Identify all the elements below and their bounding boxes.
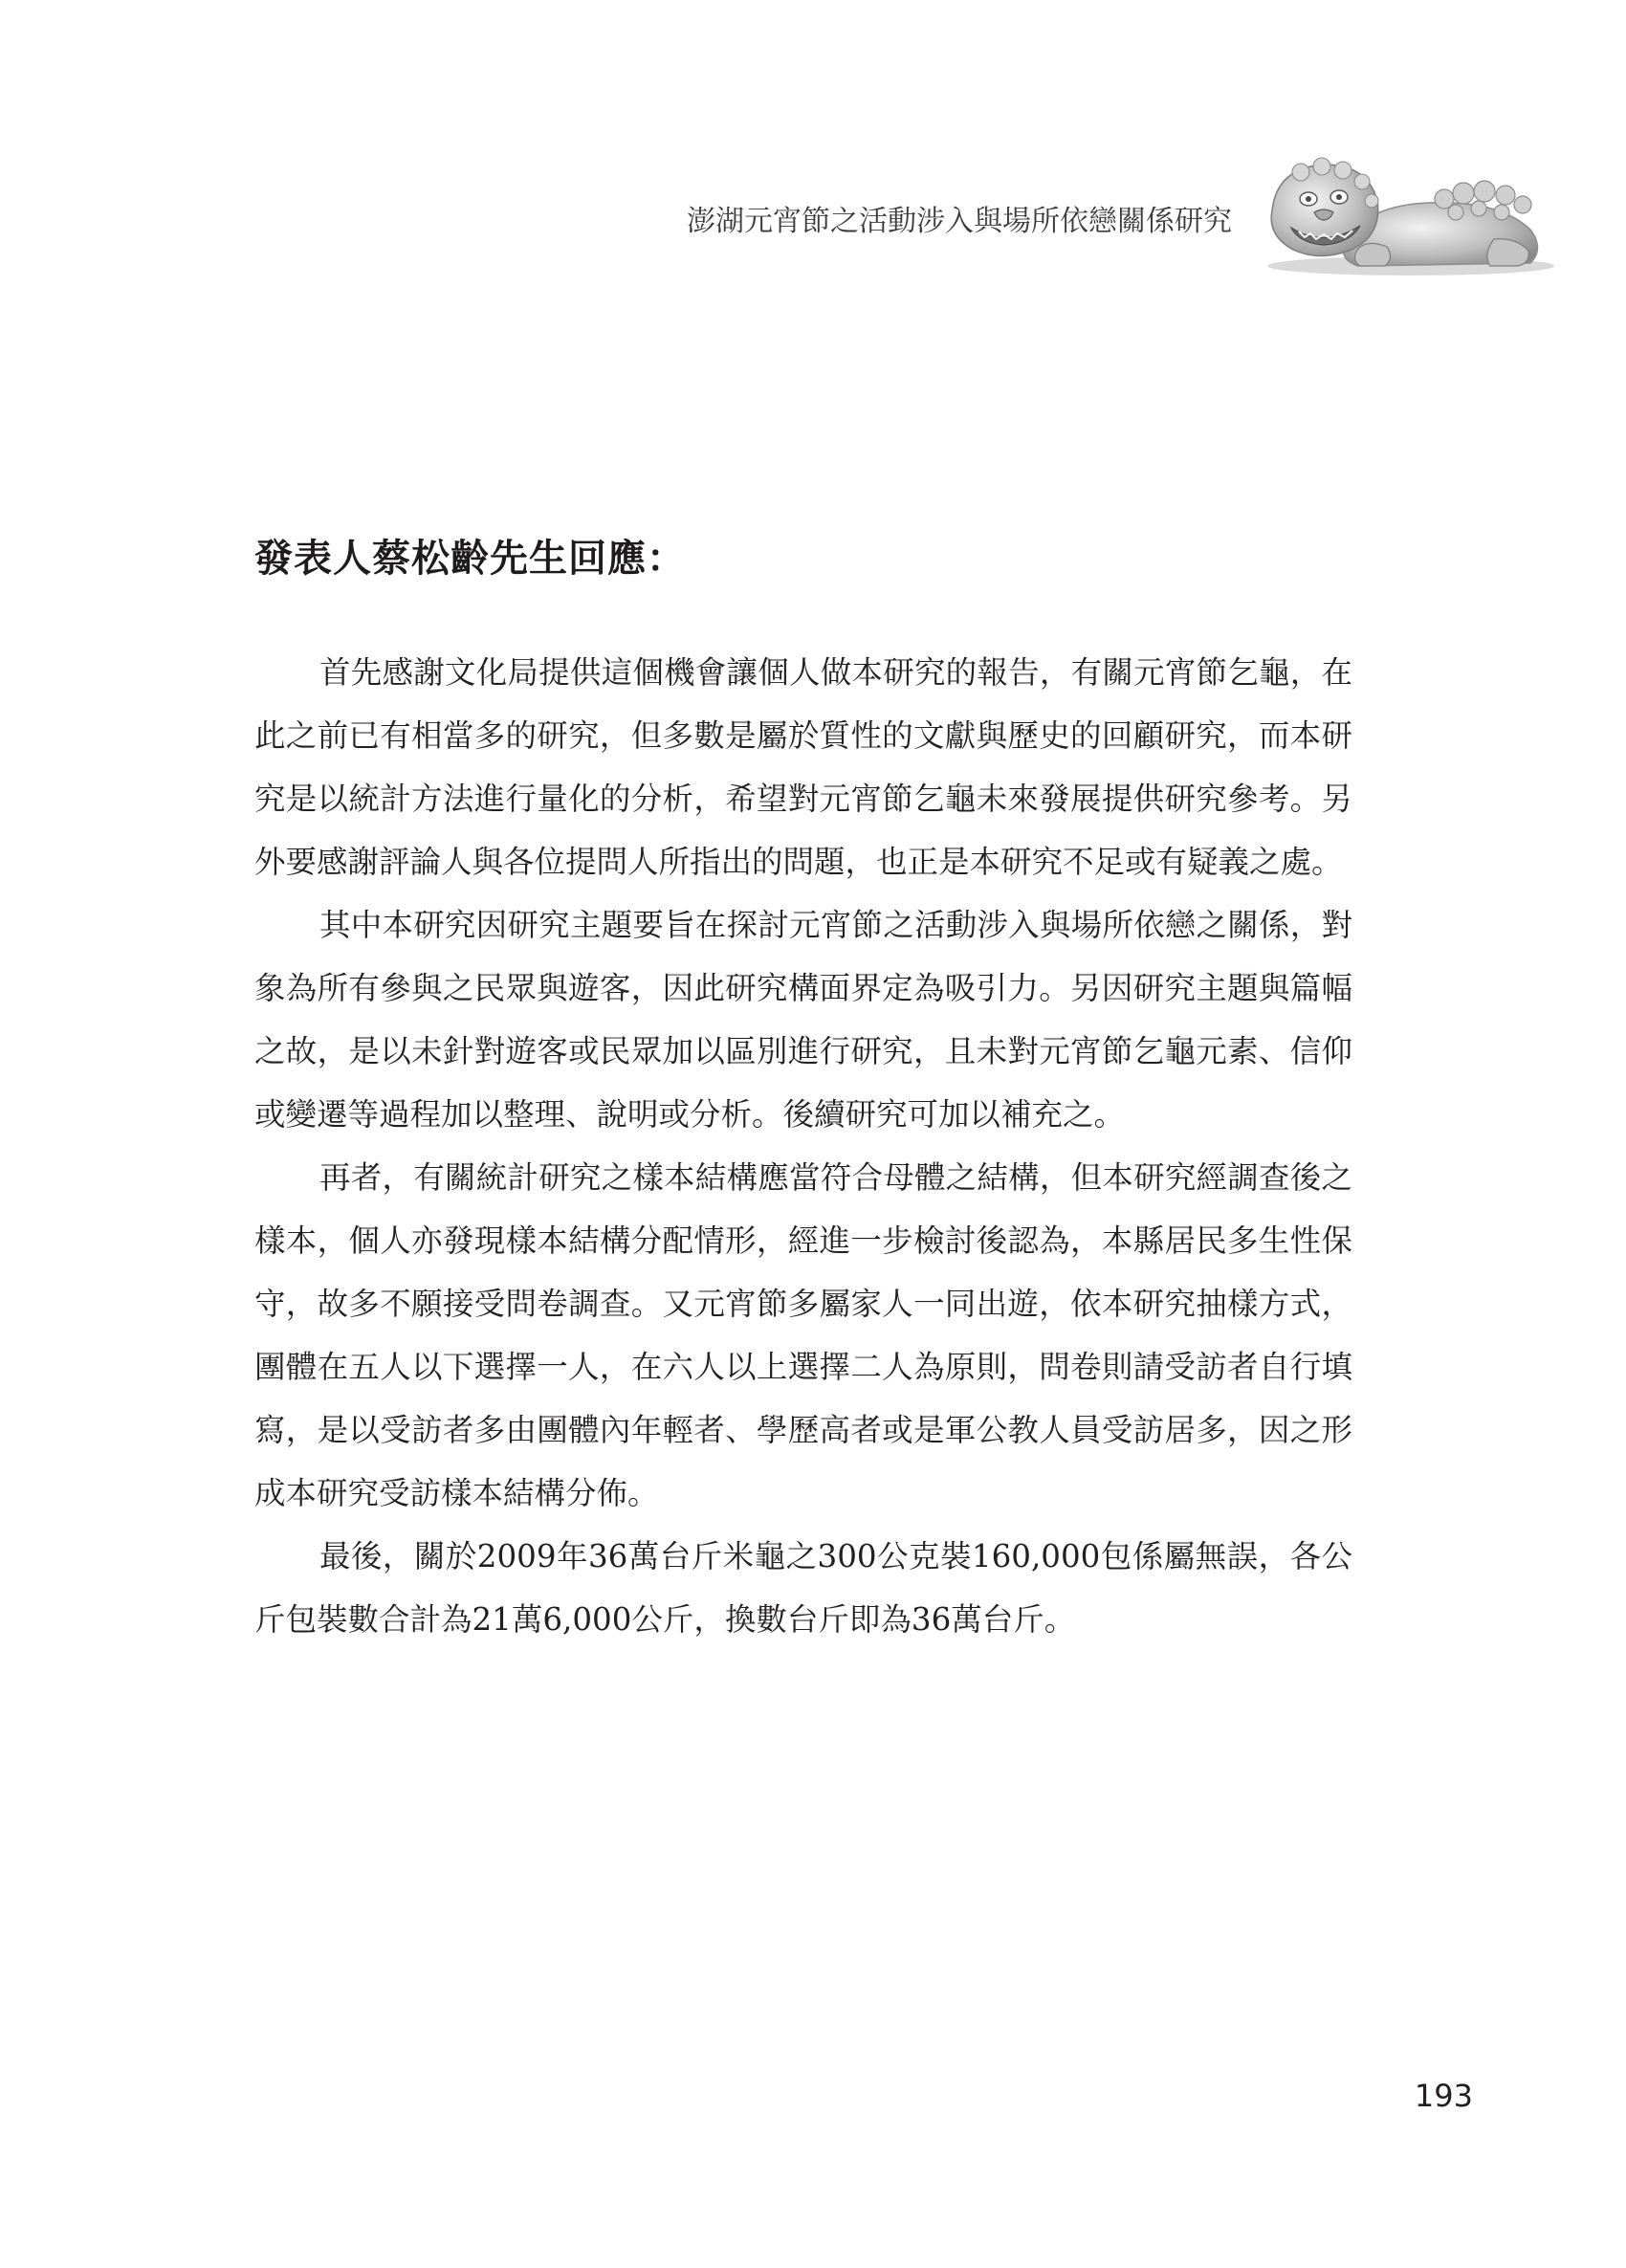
paragraph-2: 其中本研究因研究主題要旨在探討元宵節之活動涉入與場所依戀之關係，對象為所有參與之民眾與遊客，因此研究構面界定為吸引力。另因研究主題與篇幅之故，是以未針對遊客或民眾加以區別進行研究，且未對元宵節乞龜元素、信仰或變遷等過程加以整理、說明或分析。後續研究可加以補充之。 xyxy=(254,907,1352,1133)
paragraph-1: 首先感謝文化局提供這個機會讓個人做本研究的報告，有關元宵節乞龜，在此之前已有相當多的研究，但多數是屬於質性的文獻與歷史的回顧研究，而本研究是以統計方法進行量化的分析，希望對元宵節乞龜未來發展提供研究參考。另外要感謝評論人與各位提問人所指出的問題，也正是本研究不足或有疑義之處。 xyxy=(254,654,1352,880)
page-number: 193 xyxy=(1414,2078,1473,2114)
paragraph-4: 最後，關於2009年36萬台斤米龜之300公克裝160,000包係屬無誤，各公斤包裝數合計為21萬6,000公斤，換數台斤即為36萬台斤。 xyxy=(254,1538,1352,1638)
running-header xyxy=(0,143,1626,297)
running-title: 澎湖元宵節之活動涉入與場所依戀關係研究 xyxy=(687,205,1232,238)
body-text xyxy=(254,641,1352,1651)
stone-lion-icon xyxy=(1243,143,1559,277)
paragraph-3: 再者，有關統計研究之樣本結構應當符合母體之結構，但本研究經調查後之樣本，個人亦發現樣本結構分配情形，經進一步檢討後認為，本縣居民多生性保守，故多不願接受問卷調查。又元宵節多屬家人一同出遊，依本研究抽樣方式，團體在五人以下選擇一人，在六人以上選擇二人為原則，問卷則請受訪者自行填寫，是以受訪者多由團體內年輕者、學歷高者或是軍公教人員受訪居多，因之形成本研究受訪樣本結構分佈。 xyxy=(254,1159,1352,1511)
section-heading: 發表人蔡松齡先生回應： xyxy=(254,537,686,581)
